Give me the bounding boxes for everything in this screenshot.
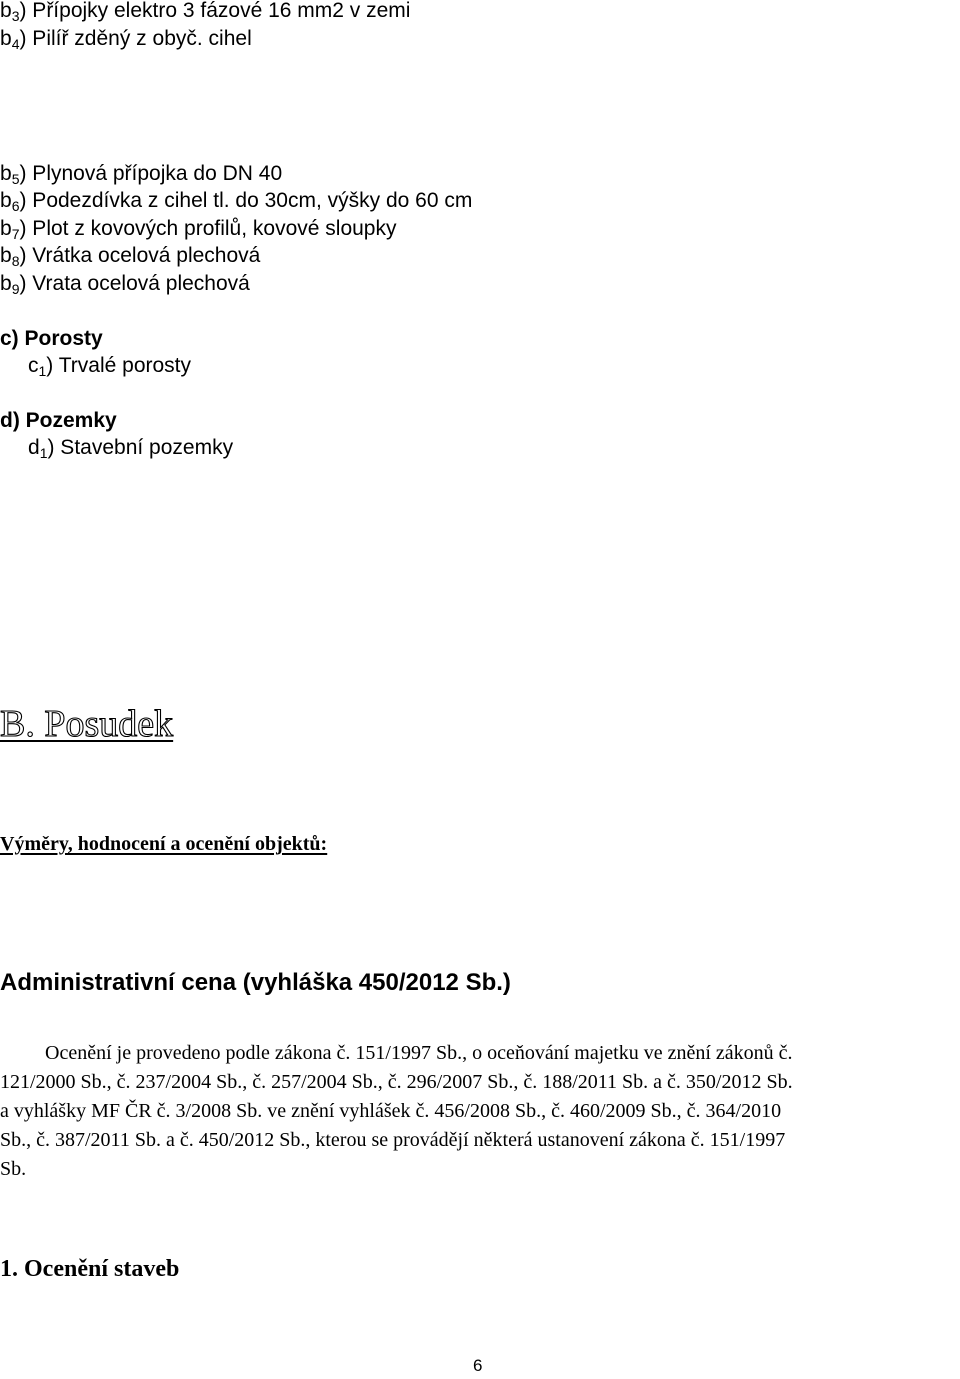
admin-cena-heading: Administrativní cena (vyhláška 450/2012 Sb.) xyxy=(0,969,511,996)
item-prefix: b xyxy=(0,217,12,240)
vymery-heading: Výměry, hodnocení a ocenění objektů: xyxy=(0,833,328,855)
item-text: ) Plot z kovových profilů, kovové sloupky xyxy=(19,217,397,240)
item-prefix: b xyxy=(0,244,12,267)
paragraph-line: Sb., č. 387/2011 Sb. a č. 450/2012 Sb., kterou se provádějí některá ustanovení zákona č. 151/1997 xyxy=(0,1129,786,1151)
item-prefix: b xyxy=(0,272,12,295)
item-text: ) Plynová přípojka do DN 40 xyxy=(19,162,283,185)
paragraph-line: Ocenění je provedeno podle zákona č. 151/1997 Sb., o oceňování majetku ve znění zákonů č. xyxy=(45,1042,793,1064)
item-subscript: 1 xyxy=(38,363,47,379)
paragraph-line: a vyhlášky MF ČR č. 3/2008 Sb. ve znění vyhlášek č. 456/2008 Sb., č. 460/2009 Sb., č. 364/2010 xyxy=(0,1100,782,1122)
item-text: ) Podezdívka z cihel tl. do 30cm, výšky do 60 cm xyxy=(19,189,473,212)
item-prefix: b xyxy=(0,0,12,22)
item-prefix: b xyxy=(0,162,12,185)
item-subscript: 9 xyxy=(11,281,20,297)
page-number: 6 xyxy=(473,1356,483,1375)
item-text: ) Přípojky elektro 3 fázové 16 mm2 v zemi xyxy=(19,0,411,22)
item-text: ) Vrátka ocelová plechová xyxy=(19,244,261,267)
item-subscript: 7 xyxy=(11,226,20,242)
section-title: B. Posudek xyxy=(0,703,174,745)
item-text: ) Stavební pozemky xyxy=(47,436,234,459)
item-text: ) Pilíř zděný z obyč. cihel xyxy=(19,27,252,50)
porosty-heading: c) Porosty xyxy=(0,327,103,350)
item-subscript: 3 xyxy=(11,8,20,24)
list-item-d1 xyxy=(0,434,233,467)
paragraph-line: 121/2000 Sb., č. 237/2004 Sb., č. 257/2004 Sb., č. 296/2007 Sb., č. 188/2011 Sb. a č. 350/2012 Sb. xyxy=(0,1071,793,1093)
item-subscript: 4 xyxy=(11,36,20,52)
list-item-c1 xyxy=(0,352,191,385)
list-item-b4 xyxy=(0,25,252,58)
item-subscript: 6 xyxy=(11,198,20,214)
list-item-b9 xyxy=(0,270,250,303)
item-prefix: b xyxy=(0,189,12,212)
item-prefix: d xyxy=(28,436,40,459)
paragraph-line: Sb. xyxy=(0,1158,27,1180)
item-prefix: c xyxy=(28,354,39,377)
item-subscript: 1 xyxy=(39,445,48,461)
item-subscript: 8 xyxy=(11,253,20,269)
item-subscript: 5 xyxy=(11,171,20,187)
item-text: ) Vrata ocelová plechová xyxy=(19,272,250,295)
item-text: ) Trvalé porosty xyxy=(46,354,192,377)
pozemky-heading: d) Pozemky xyxy=(0,409,117,432)
item-prefix: b xyxy=(0,27,12,50)
oceneni-staveb-heading: 1. Ocenění staveb xyxy=(0,1256,180,1282)
